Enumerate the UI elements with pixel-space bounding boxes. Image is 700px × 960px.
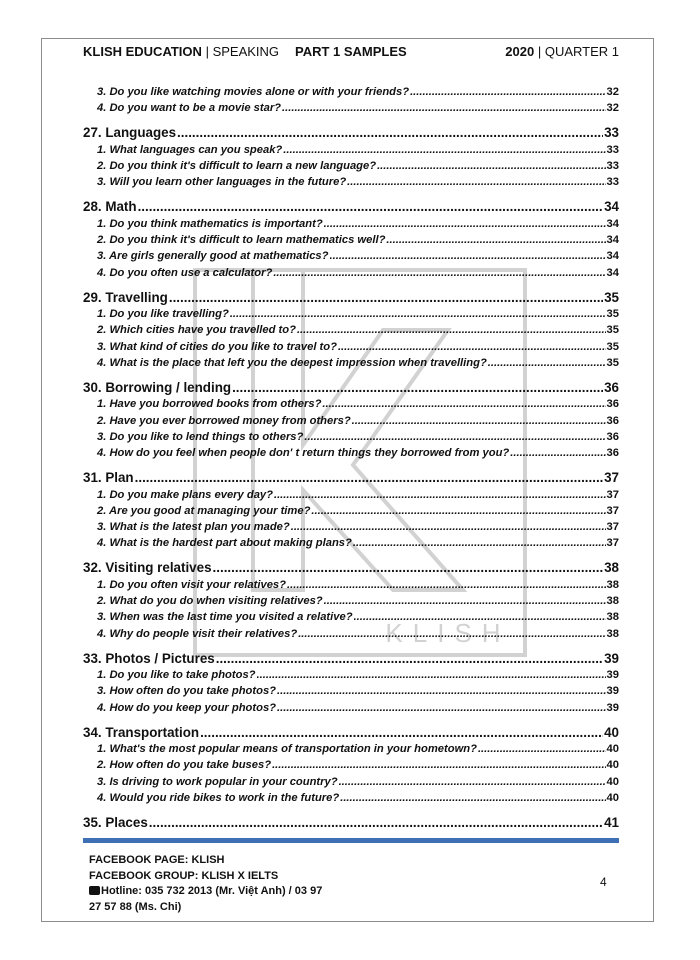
toc-question-entry[interactable] bbox=[83, 398, 619, 414]
toc-page-number: 40 bbox=[606, 775, 619, 788]
watermark-text: KLISH bbox=[385, 618, 511, 648]
toc-entry-label: 1. What languages can you speak? bbox=[97, 143, 283, 156]
toc-dot-leader bbox=[273, 267, 605, 279]
toc-page-number: 36 bbox=[606, 398, 619, 411]
toc-dot-leader bbox=[377, 160, 605, 172]
toc-page-number: 32 bbox=[606, 86, 619, 98]
toc-entry-label: 4. Do you often use a calculator? bbox=[97, 266, 273, 279]
toc-dot-leader bbox=[138, 199, 604, 214]
toc-dot-leader bbox=[287, 579, 606, 591]
toc-entry-label: 2. Which cities have you travelled to? bbox=[97, 324, 296, 337]
toc-entry-label: 4. Would you ride bikes to work in the future? bbox=[97, 791, 340, 804]
footer-facebook-group: FACEBOOK GROUP: KLISH X IELTS bbox=[89, 869, 279, 882]
toc-question-entry[interactable] bbox=[83, 521, 619, 537]
toc-entry-label: 3. What is the latest plan you made? bbox=[97, 521, 290, 534]
toc-section-heading[interactable] bbox=[83, 815, 619, 834]
toc-entry-label: 4. How do you keep your photos? bbox=[97, 701, 277, 714]
toc-entry-label: 2. Have you ever borrowed money from others? bbox=[97, 414, 351, 427]
toc-question-entry[interactable] bbox=[83, 447, 619, 463]
toc-entry-label: 3. Will you learn other languages in the future? bbox=[97, 176, 347, 189]
toc-dot-leader bbox=[169, 290, 603, 305]
toc-section-heading[interactable] bbox=[83, 380, 619, 399]
toc-dot-leader bbox=[282, 102, 606, 114]
toc-dot-leader bbox=[324, 218, 606, 230]
toc-page-number: 35 bbox=[606, 308, 619, 321]
toc-question-entry[interactable] bbox=[83, 669, 619, 685]
toc-dot-leader bbox=[410, 86, 605, 98]
toc-dot-leader bbox=[232, 380, 603, 395]
toc-page-number: 35 bbox=[604, 289, 619, 305]
toc-page-number: 37 bbox=[604, 470, 619, 486]
toc-entry-label: 35. Places bbox=[83, 815, 148, 830]
toc-page-number: 33 bbox=[606, 160, 619, 173]
toc-page-number: 33 bbox=[606, 176, 619, 189]
toc-dot-leader bbox=[353, 537, 606, 549]
toc-page-number: 34 bbox=[604, 199, 619, 215]
toc-page-number: 36 bbox=[604, 379, 619, 395]
toc-dot-leader bbox=[135, 470, 603, 485]
toc-entry-label: 4. Do you want to be a movie star? bbox=[97, 102, 282, 115]
toc-page-number: 35 bbox=[606, 340, 619, 353]
toc-dot-leader bbox=[311, 505, 605, 517]
toc-page-number: 34 bbox=[606, 266, 619, 279]
toc-question-entry[interactable] bbox=[83, 628, 619, 644]
toc-dot-leader bbox=[291, 521, 606, 533]
toc-page-number: 34 bbox=[606, 234, 619, 247]
page-footer bbox=[89, 853, 322, 915]
toc-dot-leader bbox=[322, 398, 605, 410]
toc-question-entry[interactable] bbox=[83, 218, 619, 234]
header-subject: SPEAKING bbox=[212, 44, 280, 59]
toc-dot-leader bbox=[304, 431, 605, 443]
header-org: KLISH EDUCATION bbox=[83, 44, 202, 59]
toc-page-number: 39 bbox=[606, 685, 619, 698]
toc-page-number: 36 bbox=[606, 414, 619, 427]
toc-question-entry[interactable] bbox=[83, 176, 619, 192]
toc-dot-leader bbox=[283, 144, 605, 156]
toc-entry-label: 4. How do you feel when people don' t return things they borrowed from you? bbox=[97, 447, 510, 459]
toc-dot-leader bbox=[274, 489, 606, 501]
toc-entry-label: 30. Borrowing / lending bbox=[83, 379, 232, 395]
toc-question-entry[interactable] bbox=[83, 759, 619, 775]
footer-hotline: Hotline: 035 732 2013 (Mr. Việt Anh) / 03 97 bbox=[101, 885, 323, 897]
header-year: 2020 bbox=[505, 44, 535, 59]
toc-section-heading[interactable] bbox=[83, 125, 619, 144]
toc-question-entry[interactable] bbox=[83, 308, 619, 324]
toc-dot-leader bbox=[277, 685, 606, 697]
toc-question-entry[interactable] bbox=[83, 144, 619, 160]
toc-page-number: 36 bbox=[606, 447, 619, 459]
toc-page-number: 36 bbox=[606, 430, 619, 443]
toc-section-heading[interactable] bbox=[83, 560, 619, 579]
toc-dot-leader bbox=[257, 669, 606, 681]
toc-entry-label: 2. Do you think it's difficult to learn mathematics well? bbox=[97, 234, 386, 247]
toc-dot-leader bbox=[230, 308, 606, 320]
toc-dot-leader bbox=[216, 651, 603, 666]
toc-entry-label: 34. Transportation bbox=[83, 724, 200, 740]
toc-entry-label: 4. What is the hardest part about making plans? bbox=[97, 537, 352, 550]
toc-dot-leader bbox=[386, 234, 605, 246]
toc-question-entry[interactable] bbox=[83, 357, 619, 373]
toc-dot-leader bbox=[354, 611, 606, 623]
toc-page-number: 35 bbox=[606, 324, 619, 337]
toc-page-number: 38 bbox=[606, 611, 619, 624]
toc-page-number: 37 bbox=[606, 537, 619, 550]
toc-entry-label: 3. What kind of cities do you like to travel to? bbox=[97, 340, 337, 353]
toc-question-entry[interactable] bbox=[83, 160, 619, 176]
toc-dot-leader bbox=[149, 815, 603, 830]
toc-question-entry[interactable] bbox=[83, 102, 619, 118]
toc-question-entry[interactable] bbox=[83, 86, 619, 102]
footer-divider-bar bbox=[83, 838, 619, 843]
toc-question-entry[interactable] bbox=[83, 431, 619, 447]
toc-page-number: 35 bbox=[606, 356, 619, 369]
toc-entry-label: 3. When was the last time you visited a relative? bbox=[97, 611, 353, 624]
toc-entry-label: 3. Are girls generally good at mathematics? bbox=[97, 250, 329, 263]
toc-dot-leader bbox=[272, 759, 605, 771]
toc-page-number: 33 bbox=[606, 143, 619, 156]
toc-page-number: 39 bbox=[606, 701, 619, 714]
toc-entry-label: 27. Languages bbox=[83, 125, 177, 141]
toc-page-number: 38 bbox=[606, 578, 619, 591]
toc-entry-label: 3. How often do you take photos? bbox=[97, 685, 276, 698]
toc-page-number: 41 bbox=[604, 815, 619, 830]
toc-page-number: 38 bbox=[606, 627, 619, 640]
toc-question-entry[interactable] bbox=[83, 702, 619, 718]
toc-entry-label: 4. Why do people visit their relatives? bbox=[97, 627, 298, 640]
toc-entry-label: 3. Is driving to work popular in your country? bbox=[97, 775, 338, 788]
toc-section-heading[interactable] bbox=[83, 651, 619, 670]
toc-page-number: 32 bbox=[606, 102, 619, 115]
toc-question-entry[interactable] bbox=[83, 415, 619, 431]
toc-dot-leader bbox=[510, 447, 605, 459]
toc-entry-label: 29. Travelling bbox=[83, 289, 168, 305]
toc-page-number: 40 bbox=[606, 743, 619, 756]
toc-entry-label: 3. Do you like to lend things to others? bbox=[97, 430, 304, 443]
footer-hotline-cont: 27 57 88 (Ms. Chi) bbox=[89, 900, 182, 913]
toc-question-entry[interactable] bbox=[83, 505, 619, 521]
toc-page-number: 38 bbox=[604, 560, 619, 576]
toc-entry-label: 2. Are you good at managing your time? bbox=[97, 504, 311, 517]
toc-question-entry[interactable] bbox=[83, 595, 619, 611]
header-quarter: QUARTER 1 bbox=[544, 44, 619, 59]
toc-page-number: 38 bbox=[606, 595, 619, 608]
toc-page-number: 40 bbox=[606, 759, 619, 772]
toc-dot-leader bbox=[488, 357, 606, 369]
toc-dot-leader bbox=[177, 125, 603, 140]
toc-section-heading[interactable] bbox=[83, 725, 619, 744]
toc-question-entry[interactable] bbox=[83, 611, 619, 627]
toc-entry-label: 33. Photos / Pictures bbox=[83, 650, 215, 666]
toc-section-heading[interactable] bbox=[83, 199, 619, 218]
table-of-contents bbox=[83, 86, 619, 834]
toc-dot-leader bbox=[347, 176, 605, 188]
toc-entry-label: 1. Do you like to take photos? bbox=[97, 669, 256, 682]
toc-question-entry[interactable] bbox=[83, 579, 619, 595]
page-header bbox=[83, 44, 619, 62]
toc-dot-leader bbox=[324, 595, 606, 607]
toc-question-entry[interactable] bbox=[83, 234, 619, 250]
toc-page-number: 39 bbox=[604, 650, 619, 666]
page-number: 4 bbox=[600, 875, 607, 889]
toc-page-number: 39 bbox=[606, 669, 619, 682]
footer-facebook-page: FACEBOOK PAGE: KLISH bbox=[89, 854, 225, 866]
toc-entry-label: 1. Do you think mathematics is important? bbox=[97, 217, 323, 230]
toc-dot-leader bbox=[200, 725, 603, 740]
toc-entry-label: 2. What do you do when visiting relatives? bbox=[97, 595, 323, 608]
toc-question-entry[interactable] bbox=[83, 341, 619, 357]
toc-dot-leader bbox=[339, 776, 606, 788]
toc-page-number: 34 bbox=[606, 250, 619, 263]
toc-entry-label: 28. Math bbox=[83, 199, 137, 215]
toc-entry-label: 1. What's the most popular means of transportation in your hometown? bbox=[97, 743, 477, 756]
toc-question-entry[interactable] bbox=[83, 267, 619, 283]
toc-entry-label: 4. What is the place that left you the deepest impression when travelling? bbox=[97, 356, 487, 369]
toc-dot-leader bbox=[478, 743, 606, 755]
toc-page-number: 40 bbox=[606, 791, 619, 804]
header-separator-2: | bbox=[537, 44, 542, 59]
header-separator: | bbox=[205, 44, 209, 59]
toc-entry-label: 1. Do you make plans every day? bbox=[97, 488, 273, 501]
toc-dot-leader bbox=[338, 341, 606, 353]
toc-entry-label: 1. Do you often visit your relatives? bbox=[97, 578, 286, 591]
toc-entry-label: 2. How often do you take buses? bbox=[97, 759, 272, 772]
toc-section-heading[interactable] bbox=[83, 470, 619, 489]
toc-entry-label: 2. Do you think it's difficult to learn a new language? bbox=[97, 160, 377, 173]
phone-icon bbox=[89, 886, 100, 895]
toc-entry-label: 1. Do you like travelling? bbox=[97, 308, 229, 321]
toc-section-heading[interactable] bbox=[83, 290, 619, 309]
toc-page-number: 40 bbox=[604, 724, 619, 740]
toc-dot-leader bbox=[298, 628, 605, 640]
toc-question-entry[interactable] bbox=[83, 324, 619, 340]
toc-question-entry[interactable] bbox=[83, 489, 619, 505]
toc-dot-leader bbox=[297, 324, 606, 336]
toc-entry-label: 31. Plan bbox=[83, 470, 134, 486]
toc-page-number: 37 bbox=[606, 504, 619, 517]
toc-entry-label: 32. Visiting relatives bbox=[83, 560, 212, 576]
toc-page-number: 34 bbox=[606, 217, 619, 230]
toc-page-number: 33 bbox=[604, 125, 619, 141]
toc-question-entry[interactable] bbox=[83, 792, 619, 808]
toc-question-entry[interactable] bbox=[83, 537, 619, 553]
toc-question-entry[interactable] bbox=[83, 743, 619, 759]
toc-question-entry[interactable] bbox=[83, 776, 619, 792]
toc-entry-label: 3. Do you like watching movies alone or with your friends? bbox=[97, 86, 410, 98]
toc-question-entry[interactable] bbox=[83, 685, 619, 701]
toc-dot-leader bbox=[340, 792, 605, 804]
toc-dot-leader bbox=[352, 415, 606, 427]
toc-page-number: 37 bbox=[606, 521, 619, 534]
toc-dot-leader bbox=[330, 250, 606, 262]
toc-entry-label: 1. Have you borrowed books from others? bbox=[97, 398, 322, 411]
toc-dot-leader bbox=[277, 702, 606, 714]
toc-page-number: 37 bbox=[606, 488, 619, 501]
header-title: PART 1 SAMPLES bbox=[295, 44, 407, 59]
toc-dot-leader bbox=[213, 560, 604, 575]
toc-question-entry[interactable] bbox=[83, 250, 619, 266]
